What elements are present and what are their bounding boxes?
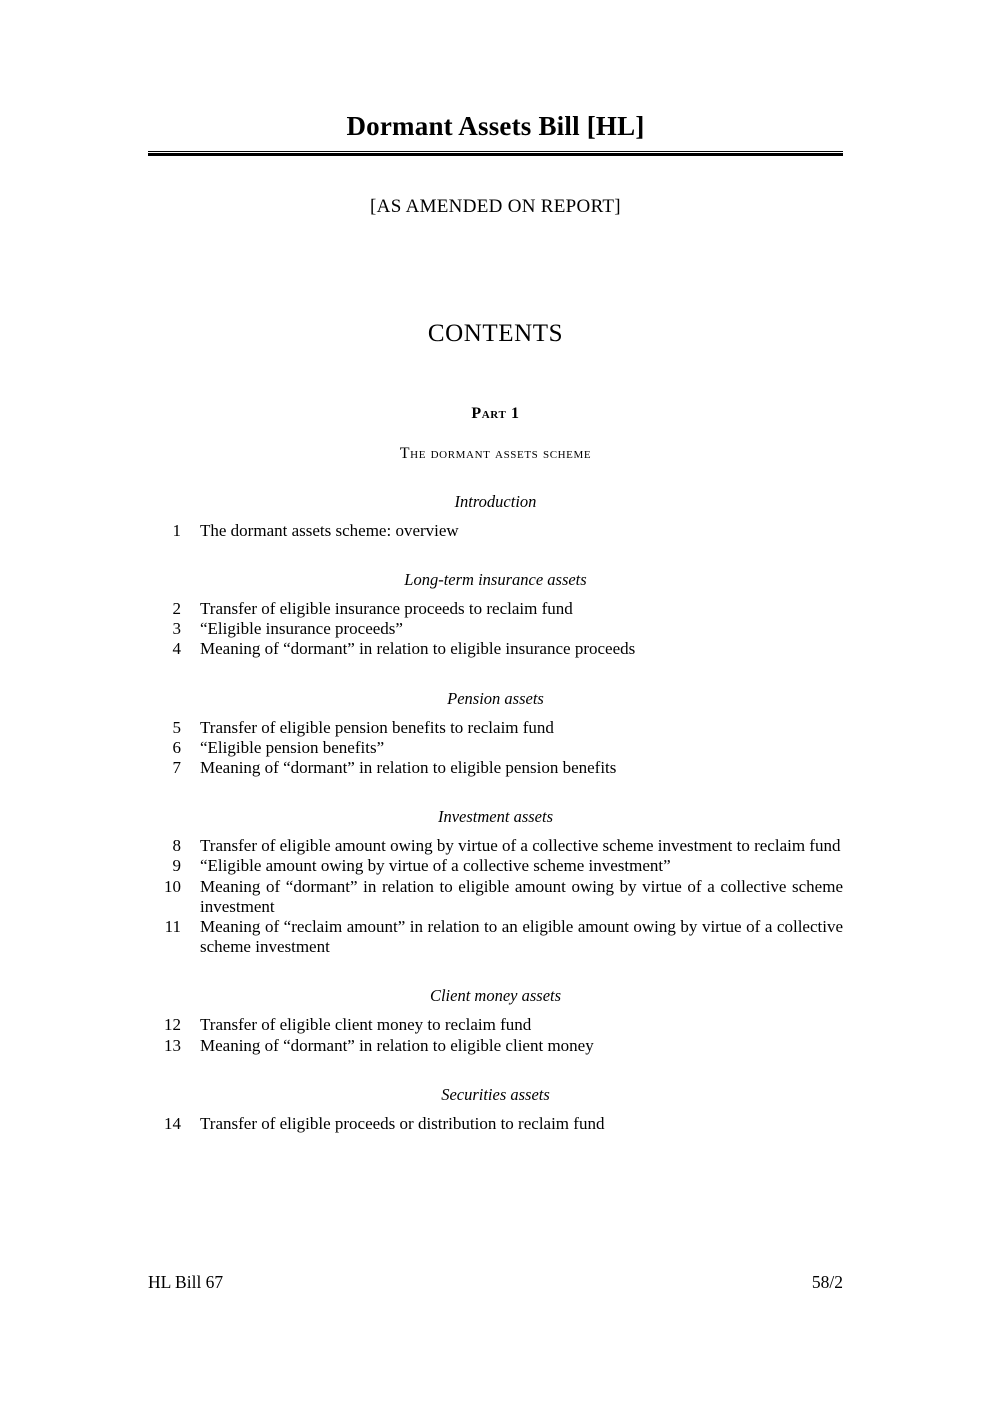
entry-number: 7 bbox=[172, 757, 181, 777]
entry-number: 9 bbox=[172, 856, 181, 876]
entry-number: 11 bbox=[164, 916, 181, 936]
contents-entry[interactable] bbox=[148, 836, 843, 856]
contents-entry[interactable] bbox=[148, 1114, 843, 1134]
entry-number: 10 bbox=[164, 876, 181, 896]
entry-title: Transfer of eligible amount owing by virtue of a collective scheme investment to reclaim fund bbox=[200, 836, 841, 856]
entry-title: Meaning of “dormant” in relation to eligible amount owing by virtue of a collective scheme investment bbox=[200, 876, 843, 916]
contents-group bbox=[148, 986, 843, 1055]
contents-entry[interactable] bbox=[148, 619, 843, 639]
page-title: Dormant Assets Bill [HL] bbox=[346, 111, 645, 141]
entry-number: 1 bbox=[172, 520, 181, 540]
contents-entry[interactable] bbox=[148, 738, 843, 758]
entry-number: 8 bbox=[172, 836, 181, 856]
contents-entry[interactable] bbox=[148, 1036, 843, 1056]
entry-number: 14 bbox=[164, 1113, 181, 1133]
entry-title: Transfer of eligible insurance proceeds to reclaim fund bbox=[200, 598, 573, 618]
entry-title: Meaning of “dormant” in relation to eligible pension benefits bbox=[200, 757, 617, 777]
contents-entry[interactable] bbox=[148, 917, 843, 957]
entry-number: 12 bbox=[164, 1015, 181, 1035]
document-page bbox=[148, 0, 843, 1403]
contents-entry[interactable] bbox=[148, 718, 843, 738]
entry-number: 6 bbox=[172, 737, 181, 757]
group-heading: Securities assets bbox=[441, 1084, 550, 1104]
contents-group bbox=[148, 689, 843, 779]
page-footer bbox=[148, 1272, 843, 1293]
entry-title: “Eligible amount owing by virtue of a collective scheme investment” bbox=[200, 856, 671, 876]
page-reference: 58/2 bbox=[811, 1272, 843, 1292]
contents-entry[interactable] bbox=[148, 599, 843, 619]
contents-entry[interactable] bbox=[148, 1015, 843, 1035]
contents-entry[interactable] bbox=[148, 521, 843, 541]
entry-number: 13 bbox=[164, 1035, 181, 1055]
contents-group bbox=[148, 492, 843, 541]
group-heading: Pension assets bbox=[447, 688, 544, 708]
contents-group bbox=[148, 1085, 843, 1134]
entry-title: The dormant assets scheme: overview bbox=[200, 520, 459, 540]
entry-title: Transfer of eligible pension benefits to reclaim fund bbox=[200, 717, 554, 737]
part-heading: Part 1 bbox=[471, 404, 520, 422]
entry-title: Meaning of “reclaim amount” in relation to an eligible amount owing by virtue of a collective scheme investment bbox=[200, 916, 843, 957]
entry-title: Meaning of “dormant” in relation to eligible client money bbox=[200, 1035, 594, 1055]
group-heading: Client money assets bbox=[429, 986, 562, 1006]
contents-entry[interactable] bbox=[148, 877, 843, 917]
entry-title: Meaning of “dormant” in relation to eligible insurance proceeds bbox=[200, 639, 636, 659]
entry-number: 4 bbox=[172, 639, 181, 659]
entry-number: 5 bbox=[172, 717, 181, 737]
entry-title: Transfer of eligible client money to reclaim fund bbox=[200, 1015, 532, 1035]
entry-number: 3 bbox=[172, 619, 181, 639]
contents-heading: CONTENTS bbox=[427, 319, 564, 347]
group-heading: Long-term insurance assets bbox=[404, 569, 587, 589]
contents-entry[interactable] bbox=[148, 758, 843, 778]
title-divider bbox=[148, 151, 843, 156]
contents-list bbox=[148, 492, 843, 1134]
group-heading: Investment assets bbox=[437, 807, 554, 827]
entry-title: Transfer of eligible proceeds or distribution to reclaim fund bbox=[200, 1113, 605, 1133]
contents-entry[interactable] bbox=[148, 856, 843, 876]
entry-title: “Eligible insurance proceeds” bbox=[200, 619, 403, 639]
group-heading: Introduction bbox=[454, 491, 537, 511]
bill-number: HL Bill 67 bbox=[148, 1272, 224, 1292]
part-subheading: The dormant assets scheme bbox=[399, 444, 592, 462]
entry-title: “Eligible pension benefits” bbox=[200, 737, 385, 757]
amendment-note: [AS AMENDED ON REPORT] bbox=[370, 195, 621, 217]
contents-entry[interactable] bbox=[148, 639, 843, 659]
entry-number: 2 bbox=[172, 598, 181, 618]
contents-group bbox=[148, 807, 843, 957]
contents-group bbox=[148, 570, 843, 660]
